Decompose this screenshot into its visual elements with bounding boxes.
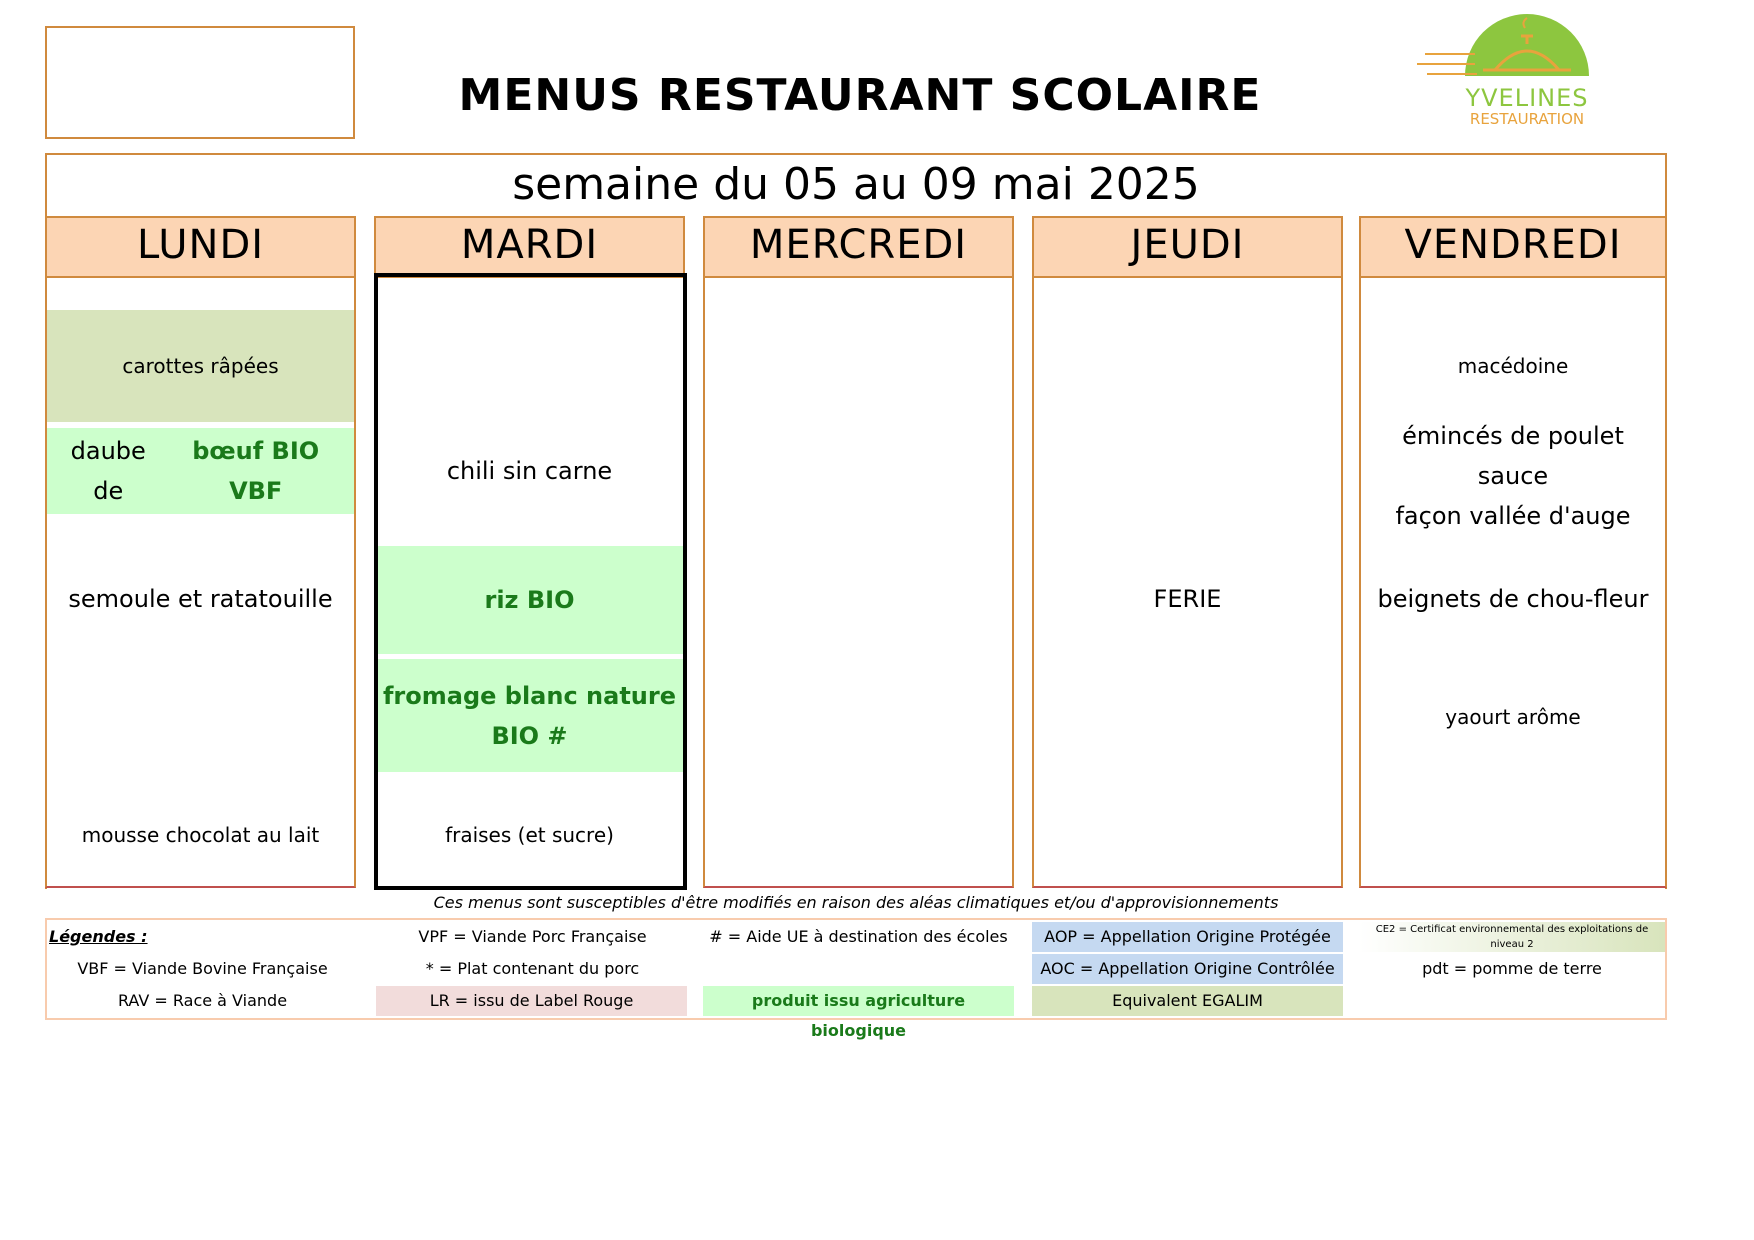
svg-text:RESTAURATION: RESTAURATION [1469,110,1585,128]
legend-title: Légendes : [49,927,148,946]
svg-text:YVELINES: YVELINES [1465,84,1589,112]
main-lundi-bio: bœuf BIO VBF [192,437,320,505]
legend-lr: LR = issu de Label Rouge [376,986,687,1016]
day-column-vendredi [1359,216,1667,888]
day-column-lundi [45,216,356,888]
legend-vpf: VPF = Viande Porc Française [418,927,647,946]
day-header-vendredi: VENDREDI [1361,216,1665,278]
cloche-icon [1415,14,1595,134]
week-label: semaine du 05 au 09 mai 2025 [512,159,1200,210]
legend-box [45,918,1667,1040]
side-lundi: semoule et ratatouille [68,585,333,613]
legend-pdt: pdt = pomme de terre [1422,959,1602,978]
day-header-mercredi: MERCREDI [705,216,1012,278]
main-lundi [47,428,354,514]
legend-bio: produit issu agriculture biologique [703,986,1014,1016]
page-title: MENUS RESTAURANT SCOLAIRE [458,70,1262,121]
starter-vendredi: macédoine [1457,354,1569,378]
side-mardi: riz BIO [376,546,683,654]
day-header-lundi: LUNDI [47,216,354,278]
legend-egalim: Equivalent EGALIM [1032,986,1343,1016]
day-column-jeudi [1032,216,1343,888]
legend-ce2: CE2 = Certificat environnemental des exploitations de niveau 2 [1359,922,1665,952]
empty-box [45,26,355,139]
legend-porc: * = Plat contenant du porc [425,959,640,978]
dairy-mardi-line2: BIO # [491,721,568,750]
day-column-mercredi [703,216,1014,888]
dairy-vendredi: yaourt arôme [1445,705,1581,729]
starter-lundi: carottes râpées [47,310,354,422]
legend-rav: RAV = Race à Viande [117,991,288,1010]
main-lundi-prefix: daube de [70,437,146,505]
side-vendredi: beignets de chou-fleur [1377,585,1649,613]
day-header-mardi: MARDI [376,216,683,278]
legend-aoc: AOC = Appellation Origine Contrôlée [1032,954,1343,984]
main-mardi: chili sin carne [446,457,613,485]
main-vendredi-line2: façon vallée d'auge [1395,502,1631,530]
main-vendredi [1361,422,1665,530]
mardi-highlight-box [374,273,687,890]
legend-aop: AOP = Appellation Origine Protégée [1032,922,1343,952]
legend-ue: # = Aide UE à destination des écoles [709,927,1008,946]
dairy-mardi-line1: fromage blanc nature [382,681,676,710]
dessert-mardi: fraises (et sucre) [445,823,614,847]
day-header-jeudi: JEUDI [1034,216,1341,278]
main-vendredi-line1: émincés de poulet sauce [1402,422,1624,490]
legend-vbf: VBF = Viande Bovine Française [77,959,328,978]
yvelines-restauration-logo [1415,14,1595,134]
disclaimer-note: Ces menus sont susceptibles d'être modifiés en raison des aléas climatiques et/ou d'approvisionnements [433,893,1279,912]
ferie-jeudi: FERIE [1153,585,1222,613]
dessert-lundi: mousse chocolat au lait [81,823,320,847]
